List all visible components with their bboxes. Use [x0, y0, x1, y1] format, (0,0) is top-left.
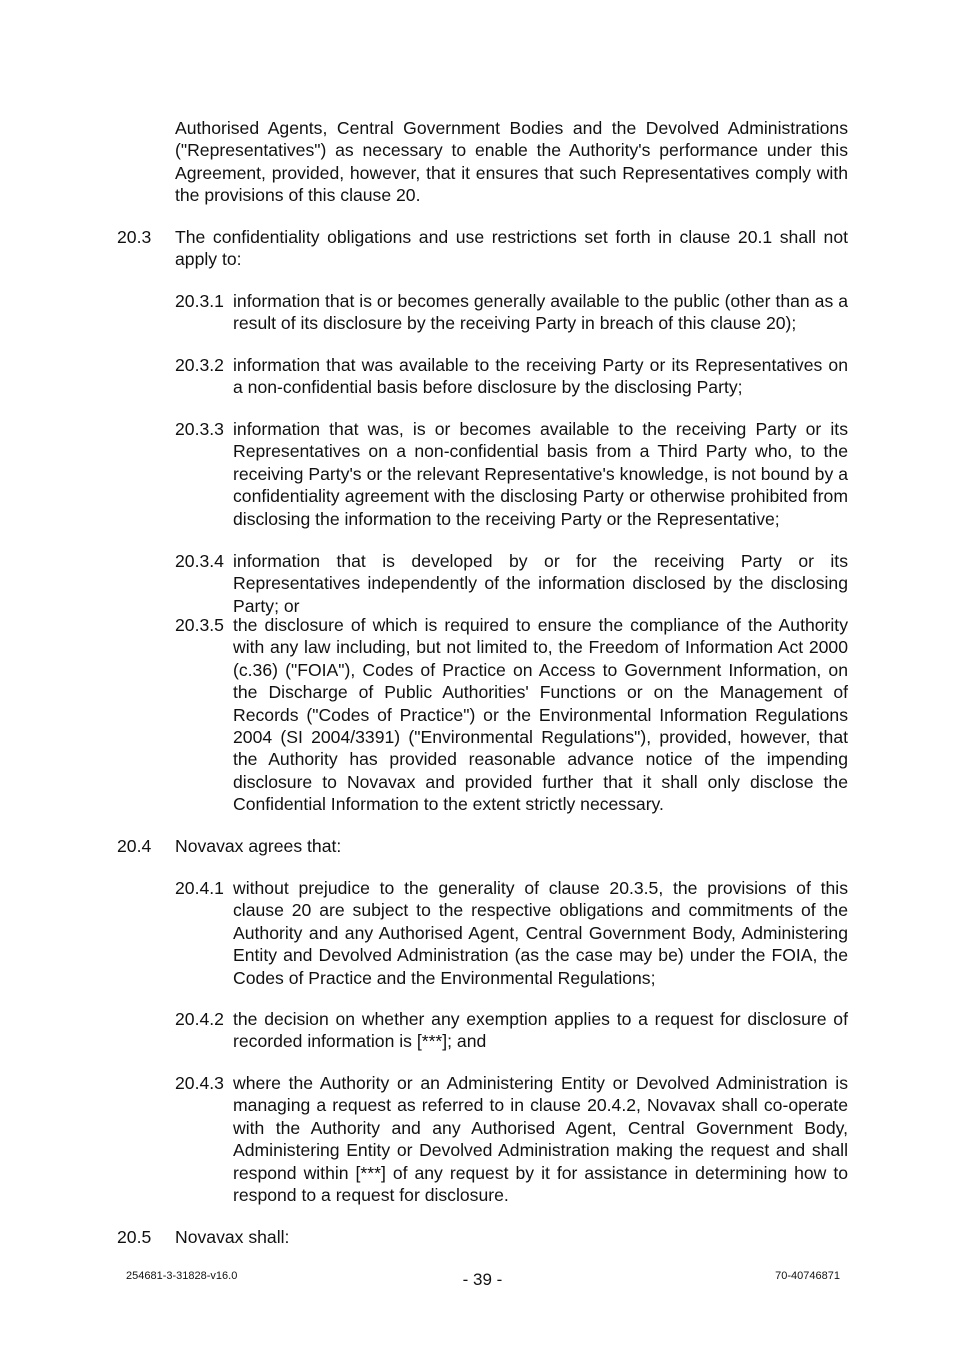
clause-text: Novavax shall: — [175, 1227, 290, 1247]
footer-reference: 70-40746871 — [775, 1270, 840, 1282]
subclause-text: information that is or becomes generally available to the public (other than as a result of its disclosure by the receiving Party in breach of this clause 20); — [233, 291, 848, 334]
clause-text: Novavax agrees that: — [175, 836, 342, 856]
subclause-text: information that was, is or becomes available to the receiving Party or its Representatives on a non-confidential basis from a Third Party who, to the receiving Party's or the relevant Representative's knowledge, is not bound by a confidentiality agreement with the disclosing Party or otherwise prohibited from disclosing the information to the receiving Party or the Representative; — [233, 419, 848, 529]
subclause-number: 20.3.5 — [175, 615, 224, 635]
clause-number: 20.5 — [117, 1227, 152, 1247]
clause-text: The confidentiality obligations and use restrictions set forth in clause 20.1 shall not apply to: — [175, 227, 848, 270]
clause-number: 20.4 — [117, 836, 152, 856]
footer-page-number: - 39 - — [462, 1270, 503, 1289]
subclause-text: the disclosure of which is required to ensure the compliance of the Authority with any law including, but not limited to, the Freedom of Information Act 2000 (c.36) ("FOIA"), Codes of Practice on Access to Government Information, on the Discharge of Public Authorities' Functions or on the Management of Records ("Codes of Practice") or the Environmental Information Regulations 2004 (SI 2004/3391) ("Environmental Regulations"), provided, however, that the Authority has provided reasonable advance notice of the impending disclosure to Novavax and provided further that it shall only disclose the Confidential Information to the extent strictly necessary. — [233, 615, 848, 815]
subclause-number: 20.4.3 — [175, 1073, 224, 1093]
subclause-number: 20.4.2 — [175, 1009, 224, 1029]
subclause-number: 20.3.1 — [175, 291, 224, 311]
subclause-number: 20.3.3 — [175, 419, 224, 439]
subclause-number: 20.3.4 — [175, 551, 224, 571]
subclause-text: where the Authority or an Administering Entity or Devolved Administration is managing a request as referred to in clause 20.4.2, Novavax shall co-operate with the Authority and any Authorised Agent, Central Government Body, Administering Entity or Devolved Administration making the request and shall respond within [***] of any request by it for assistance in determining how to respond to a request for disclosure. — [233, 1073, 848, 1206]
subclause-text: the decision on whether any exemption applies to a request for disclosure of recorded information is [***]; and — [233, 1009, 848, 1052]
subclause-text: information that was available to the receiving Party or its Representatives on a non-confidential basis before disclosure by the disclosing Party; — [233, 355, 848, 398]
subclause-number: 20.4.1 — [175, 878, 224, 898]
continuation-paragraph: Authorised Agents, Central Government Bodies and the Devolved Administrations ("Representatives") as necessary to enable the Authority's performance under this Agreement, provided, however, that it ensures that such Representatives comply with the provisions of this clause 20. — [175, 118, 848, 206]
clause-number: 20.3 — [117, 227, 152, 247]
subclause-text: without prejudice to the generality of clause 20.3.5, the provisions of this clause 20 are subject to the respective obligations and commitments of the Authority and any Authorised Agent, Central Government Body, Administering Entity and Devolved Administration (as the case may be) under the FOIA, the Codes of Practice and the Environmental Regulations; — [233, 878, 848, 988]
footer-document-id: 254681-3-31828-v16.0 — [126, 1270, 238, 1282]
subclause-text: information that is developed by or for the receiving Party or its Representatives independently of the information disclosed by the disclosing Party; or — [233, 551, 848, 616]
subclause-number: 20.3.2 — [175, 355, 224, 375]
